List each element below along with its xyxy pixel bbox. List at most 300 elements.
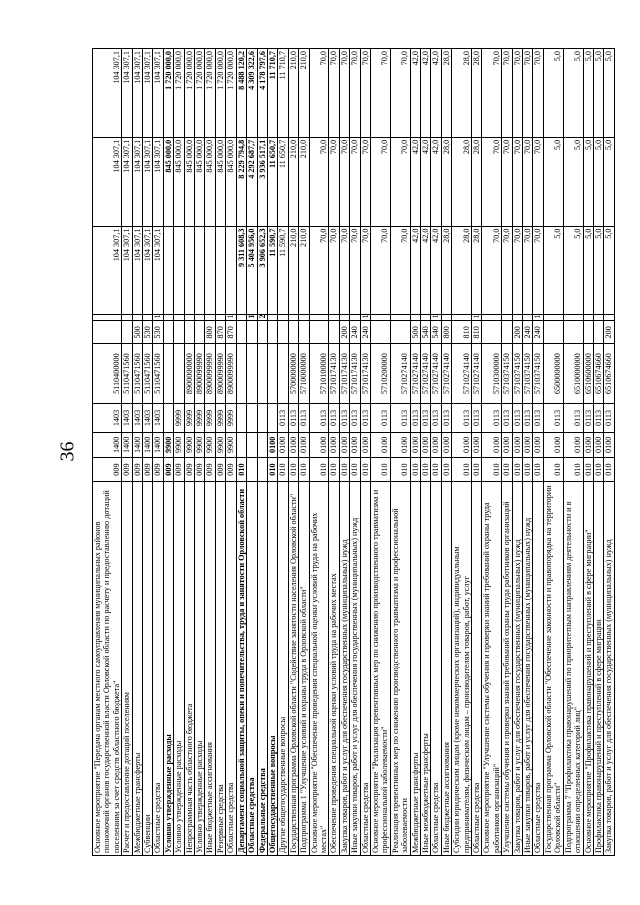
cell-amount-year-3: 70,0 bbox=[339, 49, 349, 138]
cell-amount-year-2: 70,0 bbox=[329, 137, 339, 226]
table-row bbox=[132, 49, 142, 856]
cell-section-code: 9900 bbox=[184, 432, 194, 457]
cell-subsection-code bbox=[247, 404, 257, 433]
cell-description: Обеспечение проведения специальной оценки условий труда на рабочих местах bbox=[329, 482, 339, 856]
cell-target-article-code: 5110471560 bbox=[122, 344, 132, 404]
cell-amount-year-1: 104 307,1 bbox=[93, 226, 122, 315]
cell-grbs-code: 010 bbox=[482, 457, 502, 482]
cell-grbs-code: 010 bbox=[472, 457, 482, 482]
cell-funding-source-mark bbox=[132, 315, 142, 321]
cell-funding-source-mark bbox=[93, 315, 122, 321]
cell-amount-year-1: 42,0 bbox=[421, 226, 431, 315]
cell-description: Реализация превентивных мер по снижению производственного травматизма и профессиональной заболеваемости bbox=[390, 482, 410, 856]
cell-funding-source-mark bbox=[350, 315, 360, 321]
cell-amount-year-2: 28,0 bbox=[472, 137, 482, 226]
cell-expense-type-code: 200 bbox=[604, 321, 614, 344]
cell-grbs-code bbox=[257, 457, 267, 482]
cell-expense-type-code: 870 bbox=[226, 321, 236, 344]
cell-expense-type-code bbox=[247, 321, 257, 344]
cell-amount-year-3: 1 720 000,0 bbox=[205, 49, 215, 138]
table-row bbox=[329, 49, 339, 856]
cell-amount-year-3: 70,0 bbox=[360, 49, 370, 138]
cell-description: Иные закупки товаров, работ и услуг для обеспечения государственных (муниципальных) нужд bbox=[523, 482, 533, 856]
cell-target-article-code bbox=[174, 344, 184, 404]
cell-funding-source-mark bbox=[421, 315, 431, 321]
cell-target-article-code: 5710374150 bbox=[512, 344, 522, 404]
cell-grbs-code: 010 bbox=[360, 457, 370, 482]
cell-amount-year-3: 70,0 bbox=[512, 49, 522, 138]
cell-funding-source-mark bbox=[288, 315, 298, 321]
cell-amount-year-2: 4 292 687,7 bbox=[247, 137, 257, 226]
cell-amount-year-2: 11 650,7 bbox=[278, 137, 288, 226]
cell-amount-year-1 bbox=[174, 226, 184, 315]
cell-amount-year-3: 70,0 bbox=[370, 49, 390, 138]
cell-grbs-code: 010 bbox=[512, 457, 522, 482]
cell-description: Департамент социальной защиты, опеки и попечительства, труда и занятости Орловской области bbox=[236, 482, 246, 856]
cell-amount-year-1: 3 906 652,3 bbox=[257, 226, 267, 315]
cell-funding-source-mark bbox=[410, 315, 420, 321]
cell-amount-year-1 bbox=[184, 226, 194, 315]
cell-section-code: 0100 bbox=[370, 432, 390, 457]
budget-table bbox=[92, 48, 615, 856]
page-number: 36 bbox=[56, 441, 79, 462]
cell-subsection-code: 0113 bbox=[533, 404, 543, 433]
cell-expense-type-code: 810 bbox=[472, 321, 482, 344]
table-row bbox=[583, 49, 593, 856]
cell-target-article-code: 5710300000 bbox=[482, 344, 502, 404]
cell-amount-year-1 bbox=[205, 226, 215, 315]
cell-target-article-code: 5710274140 bbox=[390, 344, 410, 404]
cell-amount-year-1: 70,0 bbox=[390, 226, 410, 315]
cell-expense-type-code bbox=[257, 321, 267, 344]
cell-grbs-code: 010 bbox=[593, 457, 603, 482]
cell-expense-type-code: 200 bbox=[339, 321, 349, 344]
cell-amount-year-2: 210,0 bbox=[299, 137, 309, 226]
cell-subsection-code: 0113 bbox=[390, 404, 410, 433]
cell-amount-year-1: 70,0 bbox=[502, 226, 512, 315]
cell-grbs-code: 010 bbox=[452, 457, 472, 482]
cell-amount-year-2: 845 000,0 bbox=[174, 137, 184, 226]
cell-target-article-code: 6500000000 bbox=[543, 344, 563, 404]
cell-funding-source-mark: 1 bbox=[533, 315, 543, 321]
cell-subsection-code: 0113 bbox=[370, 404, 390, 433]
cell-amount-year-3: 28,0 bbox=[452, 49, 472, 138]
cell-expense-type-code: 240 bbox=[523, 321, 533, 344]
cell-grbs-code: 010 bbox=[278, 457, 288, 482]
cell-section-code: 0100 bbox=[339, 432, 349, 457]
cell-amount-year-1 bbox=[195, 226, 205, 315]
cell-subsection-code: 0113 bbox=[512, 404, 522, 433]
cell-amount-year-2: 104 307,1 bbox=[132, 137, 142, 226]
cell-section-code: 1400 bbox=[143, 432, 153, 457]
cell-description: Расчет и предоставление дотаций поселениям bbox=[122, 482, 132, 856]
cell-amount-year-3: 104 307,1 bbox=[122, 49, 132, 138]
cell-subsection-code bbox=[257, 404, 267, 433]
cell-subsection-code: 1403 bbox=[153, 404, 163, 433]
cell-funding-source-mark: 1 bbox=[247, 315, 257, 321]
cell-target-article-code: 5710000000 bbox=[299, 344, 309, 404]
cell-description: Федеральные средства bbox=[257, 482, 267, 856]
cell-expense-type-code bbox=[195, 321, 205, 344]
cell-amount-year-2: 70,0 bbox=[339, 137, 349, 226]
cell-section-code bbox=[236, 432, 246, 457]
cell-section-code: 9900 bbox=[174, 432, 184, 457]
cell-amount-year-1: 9 311 608,3 bbox=[236, 226, 246, 315]
cell-section-code: 1400 bbox=[132, 432, 142, 457]
cell-amount-year-2: 70,0 bbox=[370, 137, 390, 226]
cell-amount-year-1: 104 307,1 bbox=[122, 226, 132, 315]
table-row bbox=[174, 49, 184, 856]
cell-funding-source-mark bbox=[195, 315, 205, 321]
cell-amount-year-2: 28,0 bbox=[452, 137, 472, 226]
cell-amount-year-1: 70,0 bbox=[523, 226, 533, 315]
table-row bbox=[93, 49, 122, 856]
cell-description: Закупка товаров, работ и услуг для обеспечения государственных (муниципальных) нужд bbox=[512, 482, 522, 856]
cell-amount-year-3: 1 720 000,0 bbox=[226, 49, 236, 138]
cell-amount-year-3: 1 720 000,0 bbox=[163, 49, 173, 138]
cell-subsection-code: 0113 bbox=[421, 404, 431, 433]
cell-section-code: 0100 bbox=[441, 432, 451, 457]
table-row bbox=[410, 49, 420, 856]
table-row bbox=[226, 49, 236, 856]
cell-expense-type-code bbox=[267, 321, 277, 344]
cell-section-code: 9900 bbox=[215, 432, 225, 457]
cell-subsection-code: 0113 bbox=[410, 404, 420, 433]
cell-section-code: 0100 bbox=[360, 432, 370, 457]
cell-amount-year-1: 5 404 956,0 bbox=[247, 226, 257, 315]
cell-description: Государственная программа Орловской области "Обеспечение законности и правопорядка на территории Орловской области" bbox=[543, 482, 563, 856]
cell-section-code: 0100 bbox=[452, 432, 472, 457]
cell-description: Основное мероприятие "Профилактика правонарушений и преступлений в сфере миграции" bbox=[583, 482, 593, 856]
cell-subsection-code: 0113 bbox=[339, 404, 349, 433]
cell-target-article-code: 5110471560 bbox=[143, 344, 153, 404]
cell-grbs-code: 010 bbox=[604, 457, 614, 482]
cell-target-article-code: 6510674660 bbox=[604, 344, 614, 404]
cell-expense-type-code: 530 bbox=[143, 321, 153, 344]
cell-subsection-code: 0113 bbox=[604, 404, 614, 433]
cell-target-article-code: 5710174130 bbox=[329, 344, 339, 404]
cell-funding-source-mark bbox=[604, 315, 614, 321]
cell-description: Иные бюджетные ассигнования bbox=[441, 482, 451, 856]
cell-funding-source-mark bbox=[502, 315, 512, 321]
cell-amount-year-2: 845 000,0 bbox=[195, 137, 205, 226]
cell-description: Основное мероприятие "Улучшение системы обучения и проверки знаний требований охраны труда работников организаций" bbox=[482, 482, 502, 856]
cell-description: Закупка товаров, работ и услуг для обеспечения государственных (муниципальных) нужд bbox=[339, 482, 349, 856]
cell-description: Областные средства bbox=[153, 482, 163, 856]
cell-description: Резервные средства bbox=[215, 482, 225, 856]
cell-amount-year-3: 70,0 bbox=[502, 49, 512, 138]
table-row bbox=[299, 49, 309, 856]
cell-subsection-code: 9999 bbox=[174, 404, 184, 433]
cell-amount-year-2: 845 000,0 bbox=[215, 137, 225, 226]
cell-amount-year-1: 11 590,7 bbox=[278, 226, 288, 315]
cell-subsection-code: 0113 bbox=[360, 404, 370, 433]
cell-subsection-code: 9999 bbox=[205, 404, 215, 433]
table-row bbox=[512, 49, 522, 856]
cell-expense-type-code: 530 bbox=[153, 321, 163, 344]
cell-section-code: 0100 bbox=[309, 432, 329, 457]
cell-amount-year-2: 104 307,1 bbox=[122, 137, 132, 226]
cell-expense-type-code bbox=[563, 321, 583, 344]
cell-amount-year-2: 70,0 bbox=[360, 137, 370, 226]
table-row bbox=[533, 49, 543, 856]
cell-grbs-code: 009 bbox=[143, 457, 153, 482]
cell-expense-type-code bbox=[583, 321, 593, 344]
cell-grbs-code: 010 bbox=[523, 457, 533, 482]
cell-subsection-code: 0113 bbox=[583, 404, 593, 433]
cell-target-article-code: 5710274140 bbox=[431, 344, 441, 404]
cell-amount-year-1: 5,0 bbox=[583, 226, 593, 315]
cell-subsection-code: 0113 bbox=[452, 404, 472, 433]
cell-subsection-code: 0113 bbox=[309, 404, 329, 433]
cell-amount-year-2: 5,0 bbox=[543, 137, 563, 226]
cell-amount-year-3: 11 710,7 bbox=[267, 49, 277, 138]
cell-grbs-code: 010 bbox=[236, 457, 246, 482]
cell-section-code: 1400 bbox=[122, 432, 132, 457]
cell-grbs-code: 010 bbox=[563, 457, 583, 482]
cell-target-article-code bbox=[257, 344, 267, 404]
cell-grbs-code: 010 bbox=[431, 457, 441, 482]
budget-table-body bbox=[93, 49, 615, 856]
cell-amount-year-3: 8 488 120,2 bbox=[236, 49, 246, 138]
cell-section-code: 1400 bbox=[153, 432, 163, 457]
cell-amount-year-2: 845 000,0 bbox=[226, 137, 236, 226]
cell-amount-year-3: 70,0 bbox=[390, 49, 410, 138]
cell-expense-type-code: 240 bbox=[360, 321, 370, 344]
cell-funding-source-mark: 1 bbox=[472, 315, 482, 321]
cell-funding-source-mark bbox=[236, 315, 246, 321]
table-row bbox=[278, 49, 288, 856]
cell-funding-source-mark bbox=[482, 315, 502, 321]
cell-description: Субвенции bbox=[143, 482, 153, 856]
table-row bbox=[441, 49, 451, 856]
table-row bbox=[543, 49, 563, 856]
cell-amount-year-3: 5,0 bbox=[543, 49, 563, 138]
cell-section-code: 0100 bbox=[350, 432, 360, 457]
cell-description: Общегосударственные вопросы bbox=[267, 482, 277, 856]
cell-description: Условно утвержденные расходы bbox=[163, 482, 173, 856]
cell-amount-year-2: 845 000,0 bbox=[163, 137, 173, 226]
cell-grbs-code: 009 bbox=[226, 457, 236, 482]
cell-target-article-code: 5710174130 bbox=[339, 344, 349, 404]
cell-amount-year-1: 70,0 bbox=[370, 226, 390, 315]
cell-amount-year-2: 3 936 517,1 bbox=[257, 137, 267, 226]
cell-grbs-code: 010 bbox=[390, 457, 410, 482]
cell-target-article-code: 8900099990 bbox=[226, 344, 236, 404]
cell-amount-year-3: 42,0 bbox=[421, 49, 431, 138]
cell-amount-year-1: 210,0 bbox=[288, 226, 298, 315]
cell-subsection-code: 0113 bbox=[472, 404, 482, 433]
cell-amount-year-1: 5,0 bbox=[563, 226, 583, 315]
rotated-table-container bbox=[92, 48, 614, 856]
cell-section-code: 0100 bbox=[410, 432, 420, 457]
cell-funding-source-mark bbox=[563, 315, 583, 321]
cell-funding-source-mark bbox=[163, 315, 173, 321]
table-row bbox=[523, 49, 533, 856]
cell-target-article-code: 5710100000 bbox=[309, 344, 329, 404]
rotated-table-viewport bbox=[92, 48, 614, 856]
cell-amount-year-1: 28,0 bbox=[441, 226, 451, 315]
cell-section-code: 9900 bbox=[163, 432, 173, 457]
cell-funding-source-mark bbox=[452, 315, 472, 321]
cell-amount-year-2: 845 000,0 bbox=[184, 137, 194, 226]
cell-grbs-code: 009 bbox=[153, 457, 163, 482]
cell-target-article-code: 5110471560 bbox=[132, 344, 142, 404]
cell-funding-source-mark bbox=[339, 315, 349, 321]
table-row bbox=[482, 49, 502, 856]
cell-section-code bbox=[247, 432, 257, 457]
cell-amount-year-1: 11 590,7 bbox=[267, 226, 277, 315]
cell-grbs-code: 010 bbox=[583, 457, 593, 482]
cell-expense-type-code: 540 bbox=[431, 321, 441, 344]
cell-funding-source-mark bbox=[329, 315, 339, 321]
cell-amount-year-1: 70,0 bbox=[360, 226, 370, 315]
cell-target-article-code: 5710174130 bbox=[360, 344, 370, 404]
cell-amount-year-1: 28,0 bbox=[472, 226, 482, 315]
cell-expense-type-code bbox=[309, 321, 329, 344]
cell-expense-type-code bbox=[482, 321, 502, 344]
cell-amount-year-3: 1 720 000,0 bbox=[184, 49, 194, 138]
cell-amount-year-3: 5,0 bbox=[583, 49, 593, 138]
cell-amount-year-3: 70,0 bbox=[329, 49, 339, 138]
cell-section-code: 0100 bbox=[593, 432, 603, 457]
cell-subsection-code: 0113 bbox=[329, 404, 339, 433]
cell-grbs-code: 010 bbox=[543, 457, 563, 482]
cell-funding-source-mark: 1 bbox=[431, 315, 441, 321]
cell-section-code: 0100 bbox=[604, 432, 614, 457]
cell-description: Основное мероприятие "Обеспечение проведения специальной оценки условий труда на рабочих местах" bbox=[309, 482, 329, 856]
cell-amount-year-2: 70,0 bbox=[523, 137, 533, 226]
cell-amount-year-3: 70,0 bbox=[309, 49, 329, 138]
cell-subsection-code: 1403 bbox=[132, 404, 142, 433]
cell-target-article-code bbox=[163, 344, 173, 404]
cell-section-code: 0100 bbox=[390, 432, 410, 457]
cell-description: Улучшение системы обучения и проверки знаний требований охраны труда работников организаций bbox=[502, 482, 512, 856]
table-row bbox=[350, 49, 360, 856]
cell-amount-year-3: 104 307,1 bbox=[143, 49, 153, 138]
cell-section-code: 9900 bbox=[205, 432, 215, 457]
cell-expense-type-code: 500 bbox=[132, 321, 142, 344]
cell-description: Областные средства bbox=[360, 482, 370, 856]
cell-grbs-code: 010 bbox=[370, 457, 390, 482]
table-row bbox=[257, 49, 267, 856]
table-row bbox=[153, 49, 163, 856]
cell-subsection-code: 9999 bbox=[195, 404, 205, 433]
cell-grbs-code: 009 bbox=[122, 457, 132, 482]
cell-amount-year-2: 8 229 794,8 bbox=[236, 137, 246, 226]
cell-amount-year-3: 42,0 bbox=[410, 49, 420, 138]
cell-section-code: 0100 bbox=[533, 432, 543, 457]
cell-amount-year-3: 70,0 bbox=[482, 49, 502, 138]
cell-amount-year-3: 104 307,1 bbox=[132, 49, 142, 138]
cell-subsection-code: 0113 bbox=[278, 404, 288, 433]
cell-expense-type-code: 810 bbox=[452, 321, 472, 344]
cell-amount-year-1: 42,0 bbox=[410, 226, 420, 315]
cell-subsection-code: 0113 bbox=[350, 404, 360, 433]
table-row bbox=[502, 49, 512, 856]
cell-grbs-code: 009 bbox=[195, 457, 205, 482]
cell-section-code: 0100 bbox=[583, 432, 593, 457]
cell-grbs-code: 010 bbox=[502, 457, 512, 482]
table-row bbox=[370, 49, 390, 856]
cell-funding-source-mark bbox=[267, 315, 277, 321]
cell-section-code: 0100 bbox=[278, 432, 288, 457]
cell-grbs-code: 010 bbox=[410, 457, 420, 482]
cell-description: Условно утвержденные расходы bbox=[195, 482, 205, 856]
cell-amount-year-3: 1 720 000,0 bbox=[195, 49, 205, 138]
cell-description: Иные закупки товаров, работ и услуг для обеспечения государственных (муниципальных) нужд bbox=[350, 482, 360, 856]
cell-description: Другие общегосударственные вопросы bbox=[278, 482, 288, 856]
cell-expense-type-code bbox=[174, 321, 184, 344]
cell-amount-year-2: 70,0 bbox=[482, 137, 502, 226]
table-row bbox=[593, 49, 603, 856]
table-row bbox=[247, 49, 257, 856]
cell-target-article-code bbox=[278, 344, 288, 404]
cell-subsection-code: 0113 bbox=[543, 404, 563, 433]
cell-subsection-code: 0113 bbox=[441, 404, 451, 433]
cell-grbs-code: 009 bbox=[93, 457, 122, 482]
cell-target-article-code: 5710374150 bbox=[502, 344, 512, 404]
cell-description: Иные бюджетные ассигнования bbox=[205, 482, 215, 856]
cell-amount-year-3: 104 307,1 bbox=[153, 49, 163, 138]
cell-amount-year-1: 70,0 bbox=[339, 226, 349, 315]
cell-description: Подпрограмма 1 "Улучшение условий и охраны труда в Орловской области" bbox=[299, 482, 309, 856]
cell-section-code bbox=[257, 432, 267, 457]
cell-amount-year-2: 70,0 bbox=[309, 137, 329, 226]
table-row bbox=[122, 49, 132, 856]
cell-subsection-code bbox=[163, 404, 173, 433]
cell-amount-year-1: 70,0 bbox=[512, 226, 522, 315]
cell-amount-year-3: 70,0 bbox=[523, 49, 533, 138]
cell-section-code: 0100 bbox=[299, 432, 309, 457]
cell-section-code: 0100 bbox=[523, 432, 533, 457]
cell-amount-year-3: 210,0 bbox=[288, 49, 298, 138]
cell-expense-type-code bbox=[370, 321, 390, 344]
cell-amount-year-1: 70,0 bbox=[482, 226, 502, 315]
cell-expense-type-code: 240 bbox=[533, 321, 543, 344]
cell-expense-type-code: 800 bbox=[205, 321, 215, 344]
cell-description: Подпрограмма 7 "Профилактика правонарушений по приоритетным направлениям деятельности и в отношении определенных категорий лиц" bbox=[563, 482, 583, 856]
cell-description: Закупка товаров, работ и услуг для обеспечения государственных (муниципальных) нужд bbox=[604, 482, 614, 856]
cell-amount-year-1: 70,0 bbox=[533, 226, 543, 315]
cell-funding-source-mark bbox=[278, 315, 288, 321]
cell-grbs-code: 009 bbox=[132, 457, 142, 482]
cell-expense-type-code: 240 bbox=[350, 321, 360, 344]
cell-amount-year-2: 104 307,1 bbox=[153, 137, 163, 226]
table-row bbox=[339, 49, 349, 856]
cell-grbs-code: 010 bbox=[309, 457, 329, 482]
cell-subsection-code: 9999 bbox=[226, 404, 236, 433]
cell-section-code: 0100 bbox=[502, 432, 512, 457]
cell-amount-year-1: 28,0 bbox=[452, 226, 472, 315]
cell-funding-source-mark: 1 bbox=[153, 315, 163, 321]
cell-amount-year-3: 104 307,1 bbox=[93, 49, 122, 138]
cell-target-article-code: 5710374150 bbox=[533, 344, 543, 404]
cell-amount-year-3: 5,0 bbox=[604, 49, 614, 138]
cell-funding-source-mark bbox=[122, 315, 132, 321]
table-row bbox=[236, 49, 246, 856]
table-row bbox=[421, 49, 431, 856]
table-row bbox=[309, 49, 329, 856]
cell-funding-source-mark bbox=[523, 315, 533, 321]
cell-amount-year-3: 11 710,7 bbox=[278, 49, 288, 138]
cell-amount-year-3: 4 309 322,6 bbox=[247, 49, 257, 138]
cell-target-article-code: 5710274140 bbox=[472, 344, 482, 404]
cell-grbs-code: 010 bbox=[339, 457, 349, 482]
table-row bbox=[360, 49, 370, 856]
cell-grbs-code bbox=[247, 457, 257, 482]
cell-target-article-code: 6510674660 bbox=[593, 344, 603, 404]
